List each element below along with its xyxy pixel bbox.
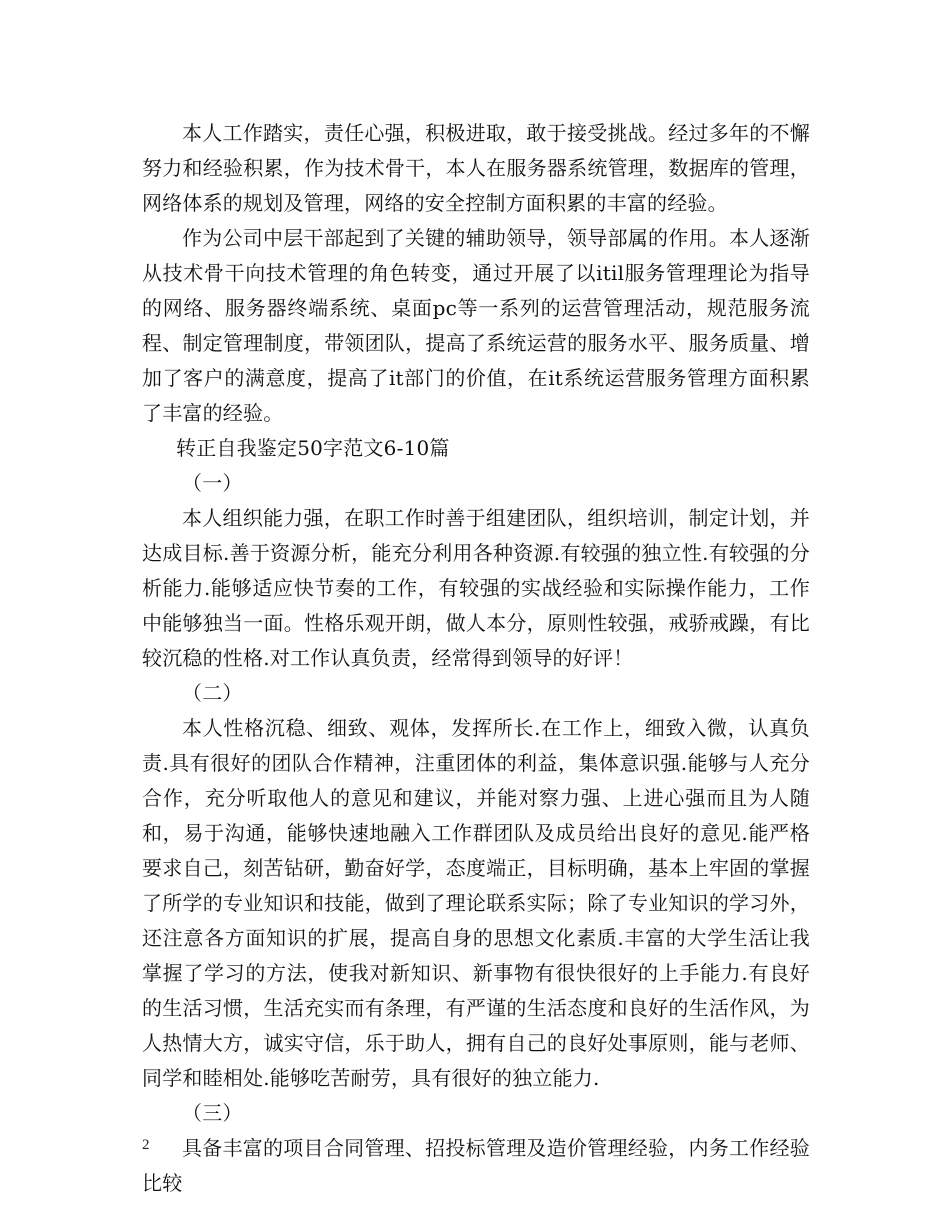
paragraph-management-role: 作为公司中层干部起到了关键的辅助领导，领导部属的作用。本人逐渐从技术骨干向技术管理的角色转变，通过开展了以itil服务管理理论为指导的网络、服务器终端系统、桌面pc等一系列的运营管理活动，规范服务流程、制定管理制度，带领团队，提高了系统运营的服务水平、服务质量、增加了客户的满意度，提高了it部门的价值，在it系统运营服务管理方面积累了丰富的经验。 [142,226,810,425]
section-text-1: 本人组织能力强，在职工作时善于组建团队，组织培训，制定计划，并达成目标.善于资源分析，能充分利用各种资源.有较强的独立性.有较强的分析能力.能够适应快节奏的工作，有较强的实战经验和实际操作能力，工作中能够独当一面。性格乐观开朗，做人本分，原则性较强，戒骄戒躁，有比较沉稳的性格.对工作认真负责，经常得到领导的好评！ [142,506,810,670]
section-title: 转正自我鉴定50字范文6-10篇 [176,436,450,460]
paragraph-work-attitude: 本人工作踏实，责任心强，积极进取，敢于接受挑战。经过多年的不懈努力和经验积累，作为技术骨干，本人在服务器系统管理，数据库的管理，网络体系的规划及管理，网络的安全控制方面积累的丰富的经验。 [142,121,810,215]
page-number: 2 [142,1137,150,1153]
section-text-2: 本人性格沉稳、细致、观体，发挥所长.在工作上，细致入微，认真负责.具有很好的团队合作精神，注重团体的利益，集体意识强.能够与人充分合作，充分听取他人的意见和建议，并能对察力强、上进心强而且为人随和，易于沟通，能够快速地融入工作群团队及成员给出良好的意见.能严格要求自己，刻苦钻研，勤奋好学，态度端正，目标明确，基本上牢固的掌握了所学的专业知识和技能，做到了理论联系实际；除了专业知识的学习外，还注意各方面知识的扩展，提高自身的思想文化素质.丰富的大学生活让我掌握了学习的方法，使我对新知识、新事物有很快很好的上手能力.有良好的生活习惯，生活充实而有条理，有严谨的生活态度和良好的生活作风，为人热情大方，诚实守信，乐于助人，拥有自己的良好处事原则，能与老师、同学和睦相处.能够吃苦耐劳，具有很好的独立能力. [142,716,810,1090]
document-body [142,116,810,1201]
section-marker-1: （一） [182,471,243,495]
section-text-3: 具备丰富的项目合同管理、招投标管理及造价管理经验，内务工作经验比较 [142,1136,810,1195]
section-marker-3: （三） [182,1101,243,1125]
section-marker-2: （二） [182,681,243,705]
